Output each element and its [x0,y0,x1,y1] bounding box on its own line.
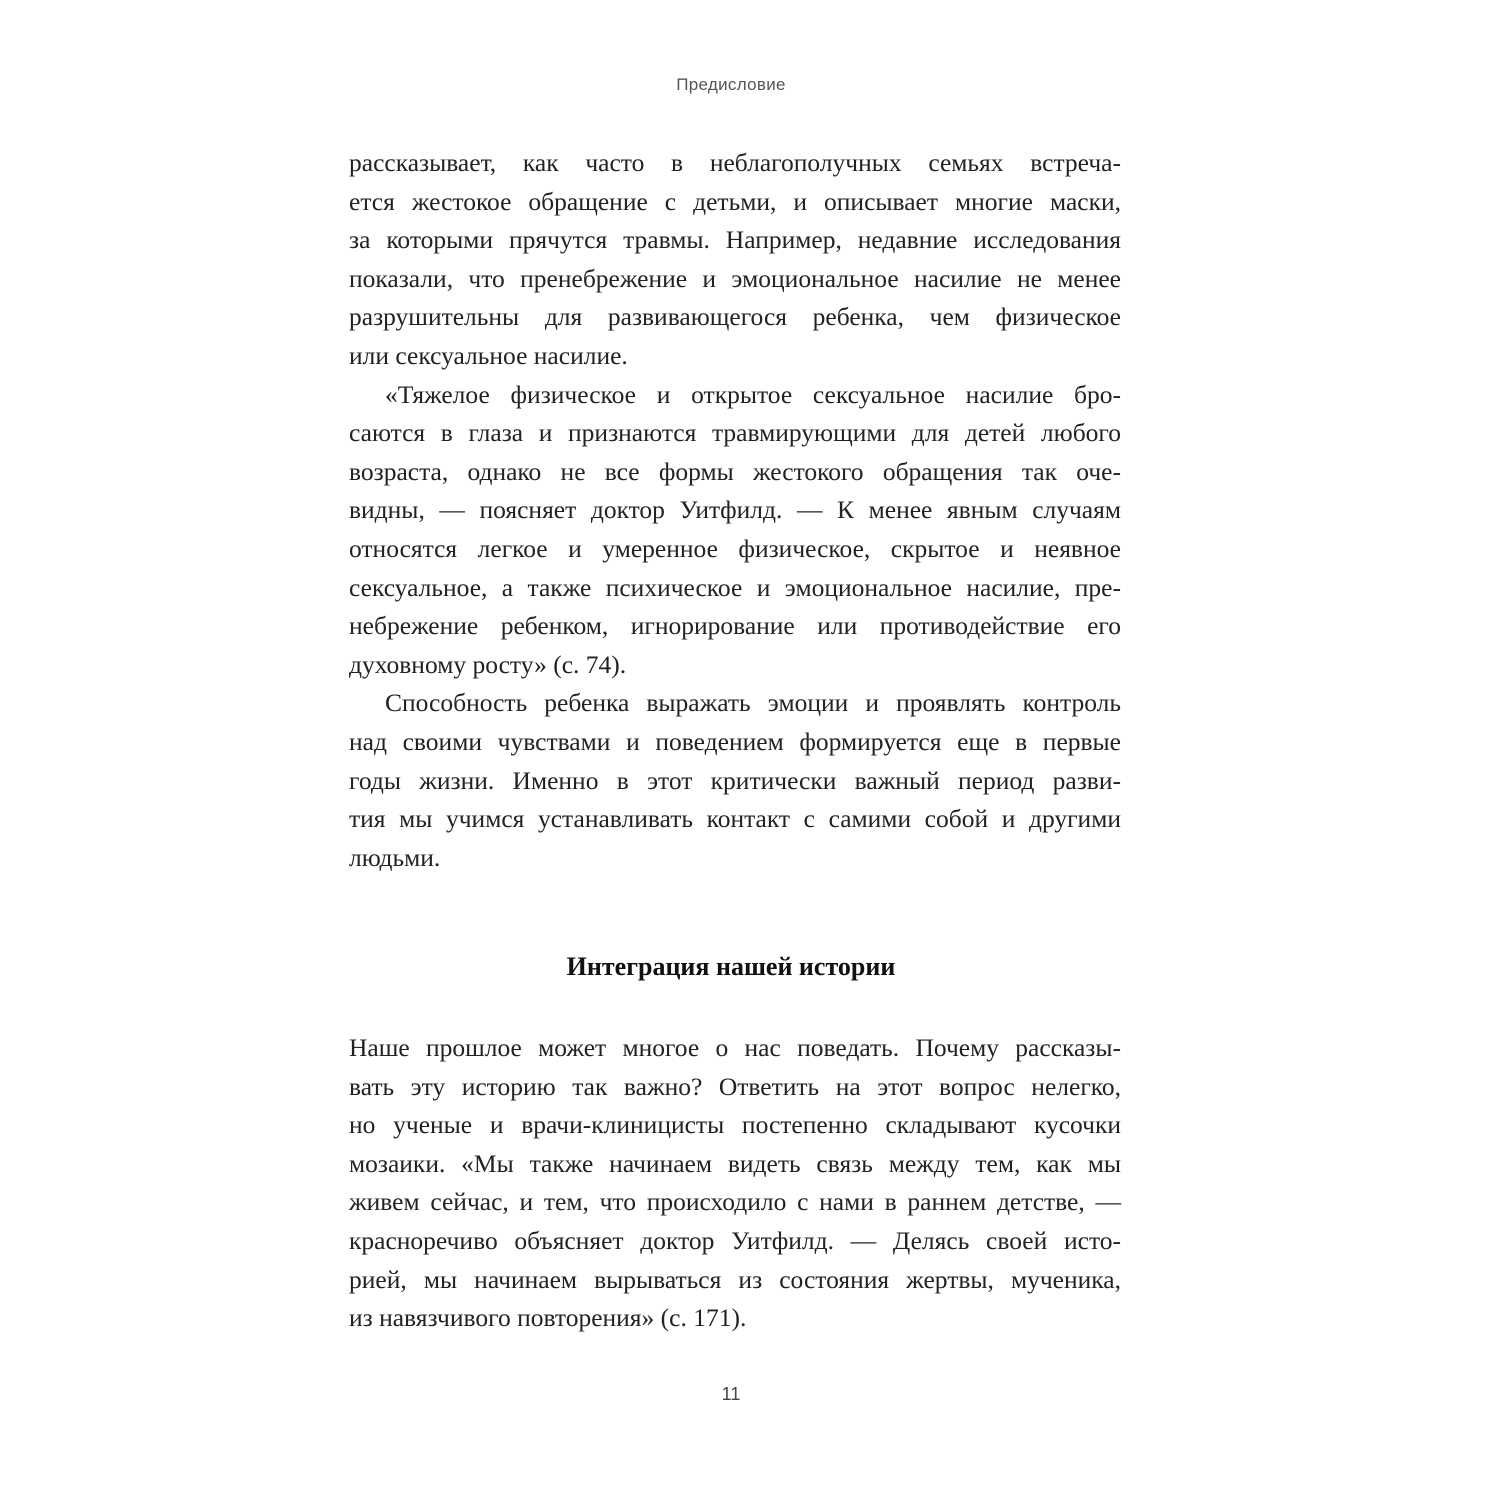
paragraph [349,376,1121,685]
paragraph [349,1029,1121,1338]
text-line: духовному росту» (с. 74). [349,649,627,679]
text-line: относятся легкое и умеренное физическое, скрытое и неявное [349,533,1121,563]
text-line: рией, мы начинаем вырываться из состояния жертвы, мученика, [349,1264,1121,1294]
text-line: сексуальное, а также психическое и эмоциональное насилие, пре- [349,572,1121,602]
section-heading: Интеграция нашей истории [566,952,896,981]
text-line: или сексуальное насилие. [349,340,628,370]
running-head: Предисловие [676,75,786,94]
text-line: ется жестокое обращение с детьми, и описывает многие маски, [349,186,1121,216]
paragraph [349,684,1121,877]
text-line: живем сейчас, и тем, что происходило с нами в раннем детстве, — [349,1187,1121,1217]
text-line: возраста, однако не все формы жестокого обращения так оче- [349,456,1121,486]
text-line: мозаики. «Мы также начинаем видеть связь между тем, как мы [349,1148,1121,1178]
text-line: но ученые и врачи-клиницисты постепенно складывают кусочки [349,1110,1121,1140]
text-line: рассказывает, как часто в неблагополучных семьях встреча- [349,148,1121,177]
text-line: из навязчивого повторения» (с. 171). [349,1303,747,1333]
text-line: показали, что пренебрежение и эмоциональное насилие не менее [349,263,1121,293]
text-line: «Тяжелое физическое и открытое сексуальное насилие бро- [385,379,1121,409]
text-line: небрежение ребенком, игнорирование или противодействие его [349,611,1121,641]
text-line: тия мы учимся устанавливать контакт с самими собой и другими [349,804,1121,834]
text-line: годы жизни. Именно в этот критически важный период разви- [349,765,1121,795]
text-line: разрушительны для развивающегося ребенка, чем физическое [349,302,1121,332]
text-line: за которыми прячутся травмы. Например, недавние исследования [349,225,1121,255]
text-line: Способность ребенка выражать эмоции и проявлять контроль [385,688,1121,718]
body-text-section-2 [349,1029,1121,1338]
text-line: Наше прошлое может многое о нас поведать. Почему рассказы- [349,1033,1121,1062]
text-line: вать эту историю так важно? Ответить на этот вопрос нелегко, [349,1071,1121,1101]
text-line: людьми. [349,842,441,872]
text-line: саются в глаза и признаются травмирующими для детей любого [349,418,1121,448]
text-line: видны, — поясняет доктор Уитфилд. — К менее явным случаям [349,495,1121,525]
text-line: над своими чувствами и поведением формируется еще в первые [349,726,1121,756]
body-text-section-1 [349,144,1121,877]
paragraph [349,144,1121,376]
text-line: красноречиво объясняет доктор Уитфилд. — Делясь своей исто- [349,1225,1121,1255]
page-number: 11 [721,1384,741,1404]
